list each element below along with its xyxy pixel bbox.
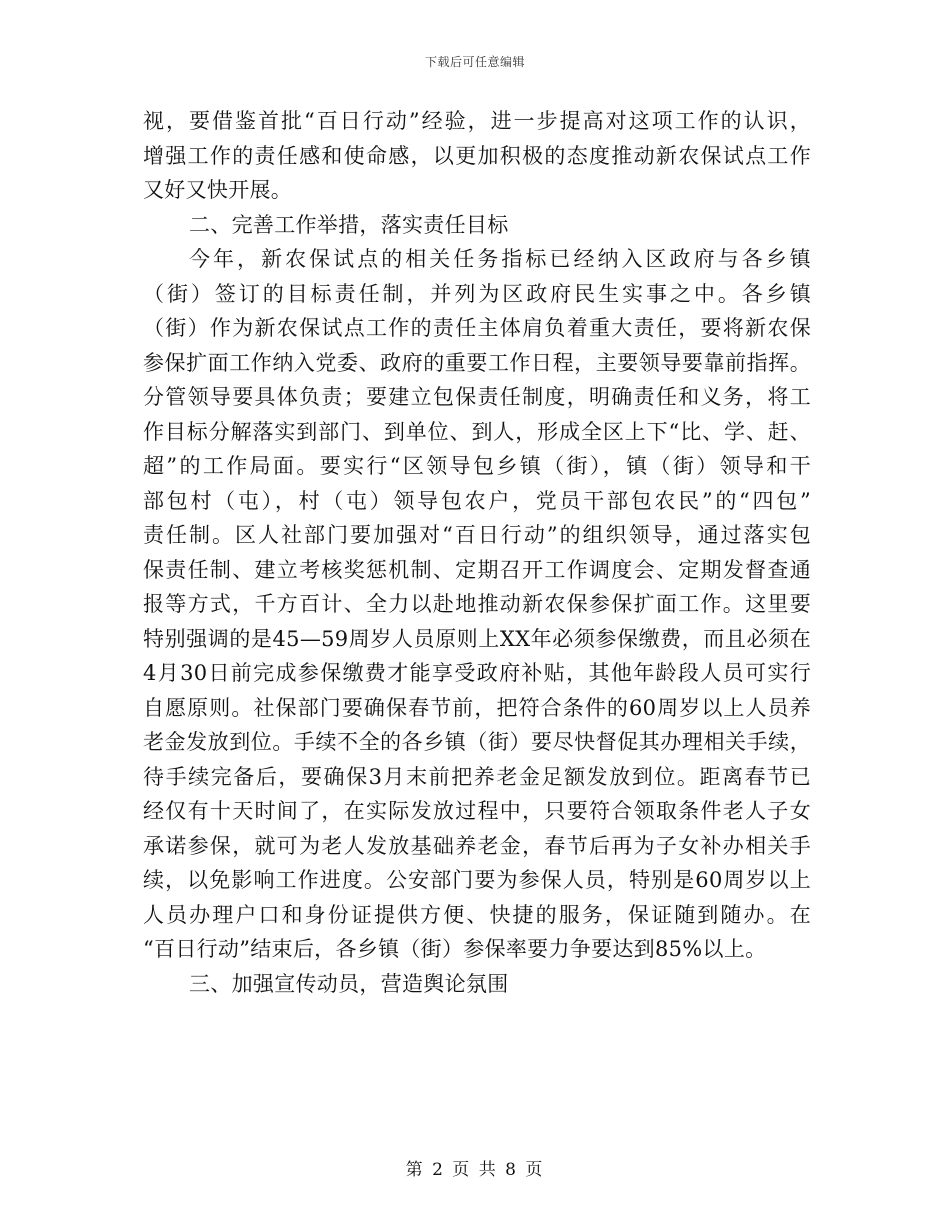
section-heading: [143, 208, 811, 243]
text-line: 责任制。区人社部门要加强对“百日行动”的组织领导，通过落实包: [143, 523, 811, 547]
paragraph: [143, 242, 811, 967]
text-line: （街）作为新农保试点工作的责任主体肩负着重大责任，要将新农保: [143, 316, 811, 340]
text-line: 4月30日前完成参保缴费才能享受政府补贴，其他年龄段人员可实行: [143, 661, 811, 685]
page-number-footer: 第 2 页 共 8 页: [405, 1160, 545, 1180]
text-line: （街）签订的目标责任制，并列为区政府民生实事之中。各乡镇: [143, 281, 811, 306]
header-note: 下载后可任意编辑: [424, 55, 525, 69]
text-line: 二、完善工作举措，落实责任目标: [189, 212, 509, 237]
text-line: 待手续完备后，要确保3月末前把养老金足额发放到位。距离春节已: [143, 764, 811, 789]
text-line: 报等方式，千方百计、全力以赴地推动新农保参保扩面工作。这里要: [143, 592, 811, 616]
text-line: 今年，新农保试点的相关任务指标已经纳入区政府与各乡镇: [189, 247, 811, 271]
text-line: 老金发放到位。手续不全的各乡镇（街）要尽快督促其办理相关手续，: [143, 730, 811, 754]
text-line: 三、加强宣传动员，营造舆论氛围: [189, 971, 509, 996]
text-line: 作目标分解落实到部门、到单位、到人，形成全区上下“比、学、赶、: [143, 419, 811, 444]
text-line: 视，要借鉴首批“百日行动”经验，进一步提高对这项工作的认识，: [143, 109, 811, 133]
text-line: 自愿原则。社保部门要确保春节前，把符合条件的60周岁以上人员养: [143, 695, 811, 720]
paragraph: [143, 104, 811, 208]
text-line: 经仅有十天时间了，在实际发放过程中，只要符合领取条件老人子女: [143, 799, 811, 823]
text-line: 特别强调的是45—59周岁人员原则上XX年必须参保缴费，而且必须在: [143, 626, 811, 651]
text-line: 增强工作的责任感和使命感，以更加积极的态度推动新农保试点工作: [143, 143, 811, 168]
body-text: [143, 104, 811, 1001]
text-line: 部包村（屯），村（屯）领导包农户，党员干部包农民”的“四包”: [143, 488, 811, 513]
text-line: 参保扩面工作纳入党委、政府的重要工作日程，主要领导要靠前指挥。: [143, 350, 811, 375]
text-line: 又好又快开展。: [143, 178, 293, 202]
text-line: 承诺参保，就可为老人发放基础养老金，春节后再为子女补办相关手: [143, 833, 811, 858]
text-line: 人员办理户口和身份证提供方便、快捷的服务，保证随到随办。在: [143, 902, 811, 927]
text-line: 超”的工作局面。要实行“区领导包乡镇（街），镇（街）领导和干: [143, 454, 811, 478]
text-line: 分管领导要具体负责；要建立包保责任制度，明确责任和义务，将工: [143, 385, 811, 409]
section-heading: [143, 967, 811, 1002]
text-line: 续，以免影响工作进度。公安部门要为参保人员，特别是60周岁以上: [143, 868, 811, 892]
text-line: 保责任制、建立考核奖惩机制、定期召开工作调度会、定期发督查通: [143, 557, 811, 582]
text-line: “百日行动”结束后，各乡镇（街）参保率要力争要达到85%以上。: [143, 937, 767, 961]
